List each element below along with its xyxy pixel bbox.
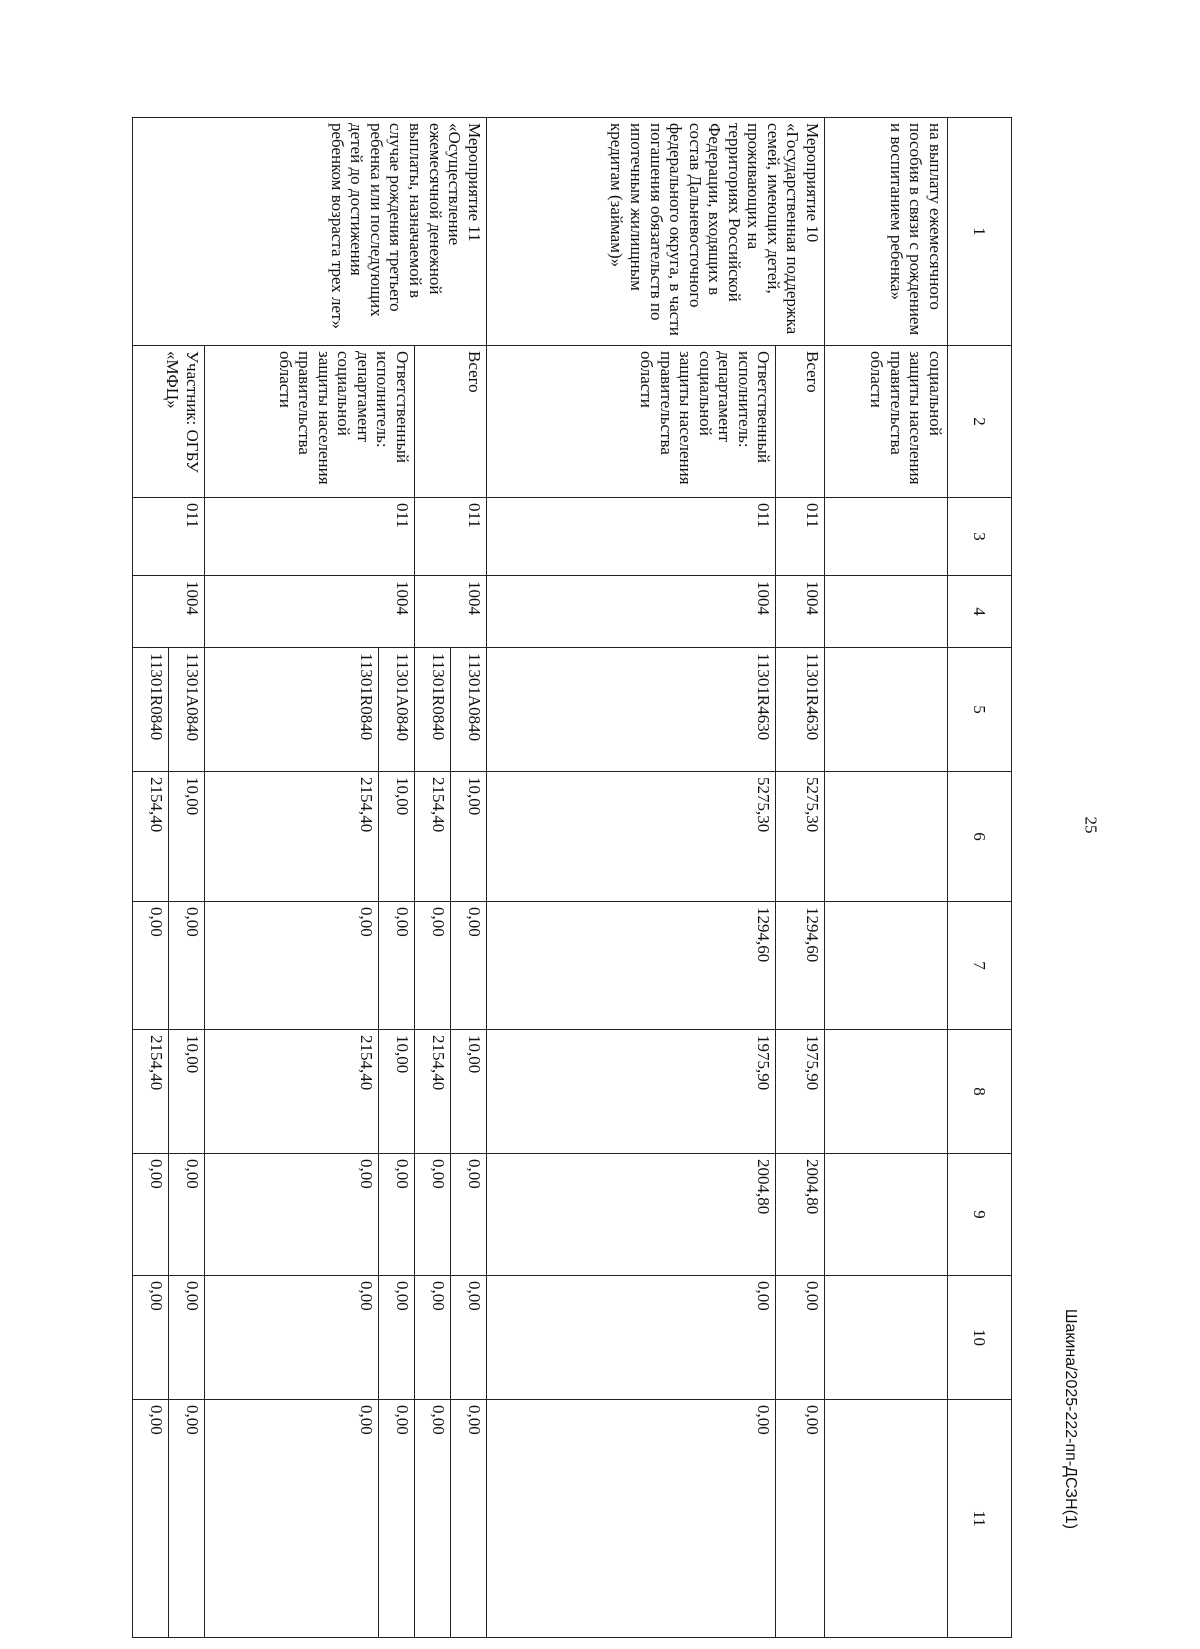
cell-value: 11301A0840 — [168, 648, 204, 772]
cell-value: 0,00 — [414, 1276, 450, 1400]
document-reference: Шакина/2025-222-пп-ДСЗН(1) — [1062, 1308, 1079, 1530]
header-cell: 2 — [947, 346, 1011, 498]
cell-value: 0,00 — [776, 1400, 825, 1638]
cell-value: 11301A0840 — [379, 648, 415, 772]
activity-name: Мероприятие 10 «Государственная поддержка семей, имеющих детей, проживающих на территориях Российской Федерации, входящих в состав Дальневосточного федерального округа, в части погашения обязательств по ипотечным жилищным кредитам (займам)» — [486, 118, 824, 346]
cell-value: 0,00 — [379, 1276, 415, 1400]
cell-value: 2154,40 — [204, 772, 378, 902]
cell-value: 0,00 — [450, 1276, 486, 1400]
cell-value: 2154,40 — [133, 772, 169, 902]
cell-value: 1004 — [486, 576, 776, 648]
cell-value: 1004 — [776, 576, 825, 648]
table-row — [450, 118, 486, 1638]
cell-value: 10,00 — [168, 772, 204, 902]
cell-value: 0,00 — [414, 1154, 450, 1276]
funding-table — [132, 117, 1012, 1638]
cell-value: 0,00 — [168, 902, 204, 1030]
cell-value: 0,00 — [168, 1400, 204, 1638]
cell-value: 1004 — [204, 576, 414, 648]
cell-value: 1004 — [133, 576, 205, 648]
cell-text: на выплату ежемесячного пособия в связи с рождением и воспитанием ребенка» — [824, 118, 947, 346]
cell-value: 10,00 — [379, 1030, 415, 1154]
cell-value: 1004 — [414, 576, 486, 648]
cell-value: 2004,80 — [486, 1154, 776, 1276]
cell-value: 0,00 — [414, 1400, 450, 1638]
cell-value: 5275,30 — [776, 772, 825, 902]
cell-text: Ответственный исполнитель: департамент социальной защиты населения правительства области — [204, 346, 414, 498]
cell-value: 0,00 — [133, 1400, 169, 1638]
cell-value: 0,00 — [168, 1154, 204, 1276]
cell-value: 11301R0840 — [204, 648, 378, 772]
header-cell: 8 — [947, 1030, 1011, 1154]
cell-value: 11301R4630 — [776, 648, 825, 772]
cell-value: 0,00 — [379, 1400, 415, 1638]
header-cell: 6 — [947, 772, 1011, 902]
header-cell: 11 — [947, 1400, 1011, 1638]
header-cell: 4 — [947, 576, 1011, 648]
cell-value: 1294,60 — [486, 902, 776, 1030]
cell-value: 2154,40 — [204, 1030, 378, 1154]
header-cell: 3 — [947, 498, 1011, 576]
cell-text: социальной защиты населения правительства области — [824, 346, 947, 498]
cell-value: 2154,40 — [414, 772, 450, 902]
cell-value: 0,00 — [204, 1276, 378, 1400]
cell-value: 10,00 — [450, 772, 486, 902]
cell-value: 0,00 — [204, 902, 378, 1030]
cell-value: 0,00 — [133, 1154, 169, 1276]
cell-value: 0,00 — [414, 902, 450, 1030]
cell-value: 2154,40 — [133, 1030, 169, 1154]
cell-value: 0,00 — [776, 1276, 825, 1400]
cell-value: 10,00 — [450, 1030, 486, 1154]
table-row — [168, 118, 204, 1638]
cell-value: 0,00 — [133, 902, 169, 1030]
cell-value: 011 — [486, 498, 776, 576]
cell-value: 5275,30 — [486, 772, 776, 902]
cell-value: 10,00 — [379, 772, 415, 902]
page-number: 25 — [1081, 816, 1101, 834]
header-cell: 1 — [947, 118, 1011, 346]
cell-text: Всего — [776, 346, 825, 498]
cell-value: 0,00 — [450, 902, 486, 1030]
cell-value: 0,00 — [168, 1276, 204, 1400]
cell-value: 0,00 — [486, 1276, 776, 1400]
cell-value: 11301R4630 — [486, 648, 776, 772]
header-cell: 5 — [947, 648, 1011, 772]
cell-value: 0,00 — [450, 1154, 486, 1276]
cell-value: 011 — [414, 498, 486, 576]
cell-value: 1294,60 — [776, 902, 825, 1030]
cell-value: 011 — [133, 498, 205, 576]
cell-value: 011 — [776, 498, 825, 576]
cell-value: 0,00 — [450, 1400, 486, 1638]
cell-text: Участник: ОГБУ «МФЦ» — [133, 346, 205, 498]
cell-value: 1975,90 — [486, 1030, 776, 1154]
cell-text: Всего — [414, 346, 486, 498]
cell-value: 11301R0840 — [414, 648, 450, 772]
header-row — [947, 118, 1011, 1638]
header-cell: 7 — [947, 902, 1011, 1030]
table-row — [379, 118, 415, 1638]
cell-value: 10,00 — [168, 1030, 204, 1154]
cell-value: 0,00 — [486, 1400, 776, 1638]
cell-value: 11301R0840 — [133, 648, 169, 772]
table-row — [776, 118, 825, 1638]
cell-value: 2004,80 — [776, 1154, 825, 1276]
rotated-table-wrapper — [132, 117, 1012, 1637]
header-cell: 9 — [947, 1154, 1011, 1276]
cell-text: Ответственный исполнитель: департамент социальной защиты населения правительства области — [486, 346, 776, 498]
activity-name: Мероприятие 11 «Осуществление ежемесячной денежной выплаты, назначаемой в случае рождения третьего ребенка или последующих детей до достижения ребенком возраста трех лет» — [133, 118, 487, 346]
cell-value: 0,00 — [204, 1154, 378, 1276]
cell-value: 011 — [204, 498, 414, 576]
cell-value: 0,00 — [204, 1400, 378, 1638]
cell-value: 0,00 — [379, 1154, 415, 1276]
cell-value: 1975,90 — [776, 1030, 825, 1154]
table-row — [824, 118, 947, 1638]
cell-value: 2154,40 — [414, 1030, 450, 1154]
table-row — [486, 118, 776, 1638]
cell-value: 0,00 — [133, 1276, 169, 1400]
cell-value: 0,00 — [379, 902, 415, 1030]
cell-value: 11301A0840 — [450, 648, 486, 772]
header-cell: 10 — [947, 1276, 1011, 1400]
